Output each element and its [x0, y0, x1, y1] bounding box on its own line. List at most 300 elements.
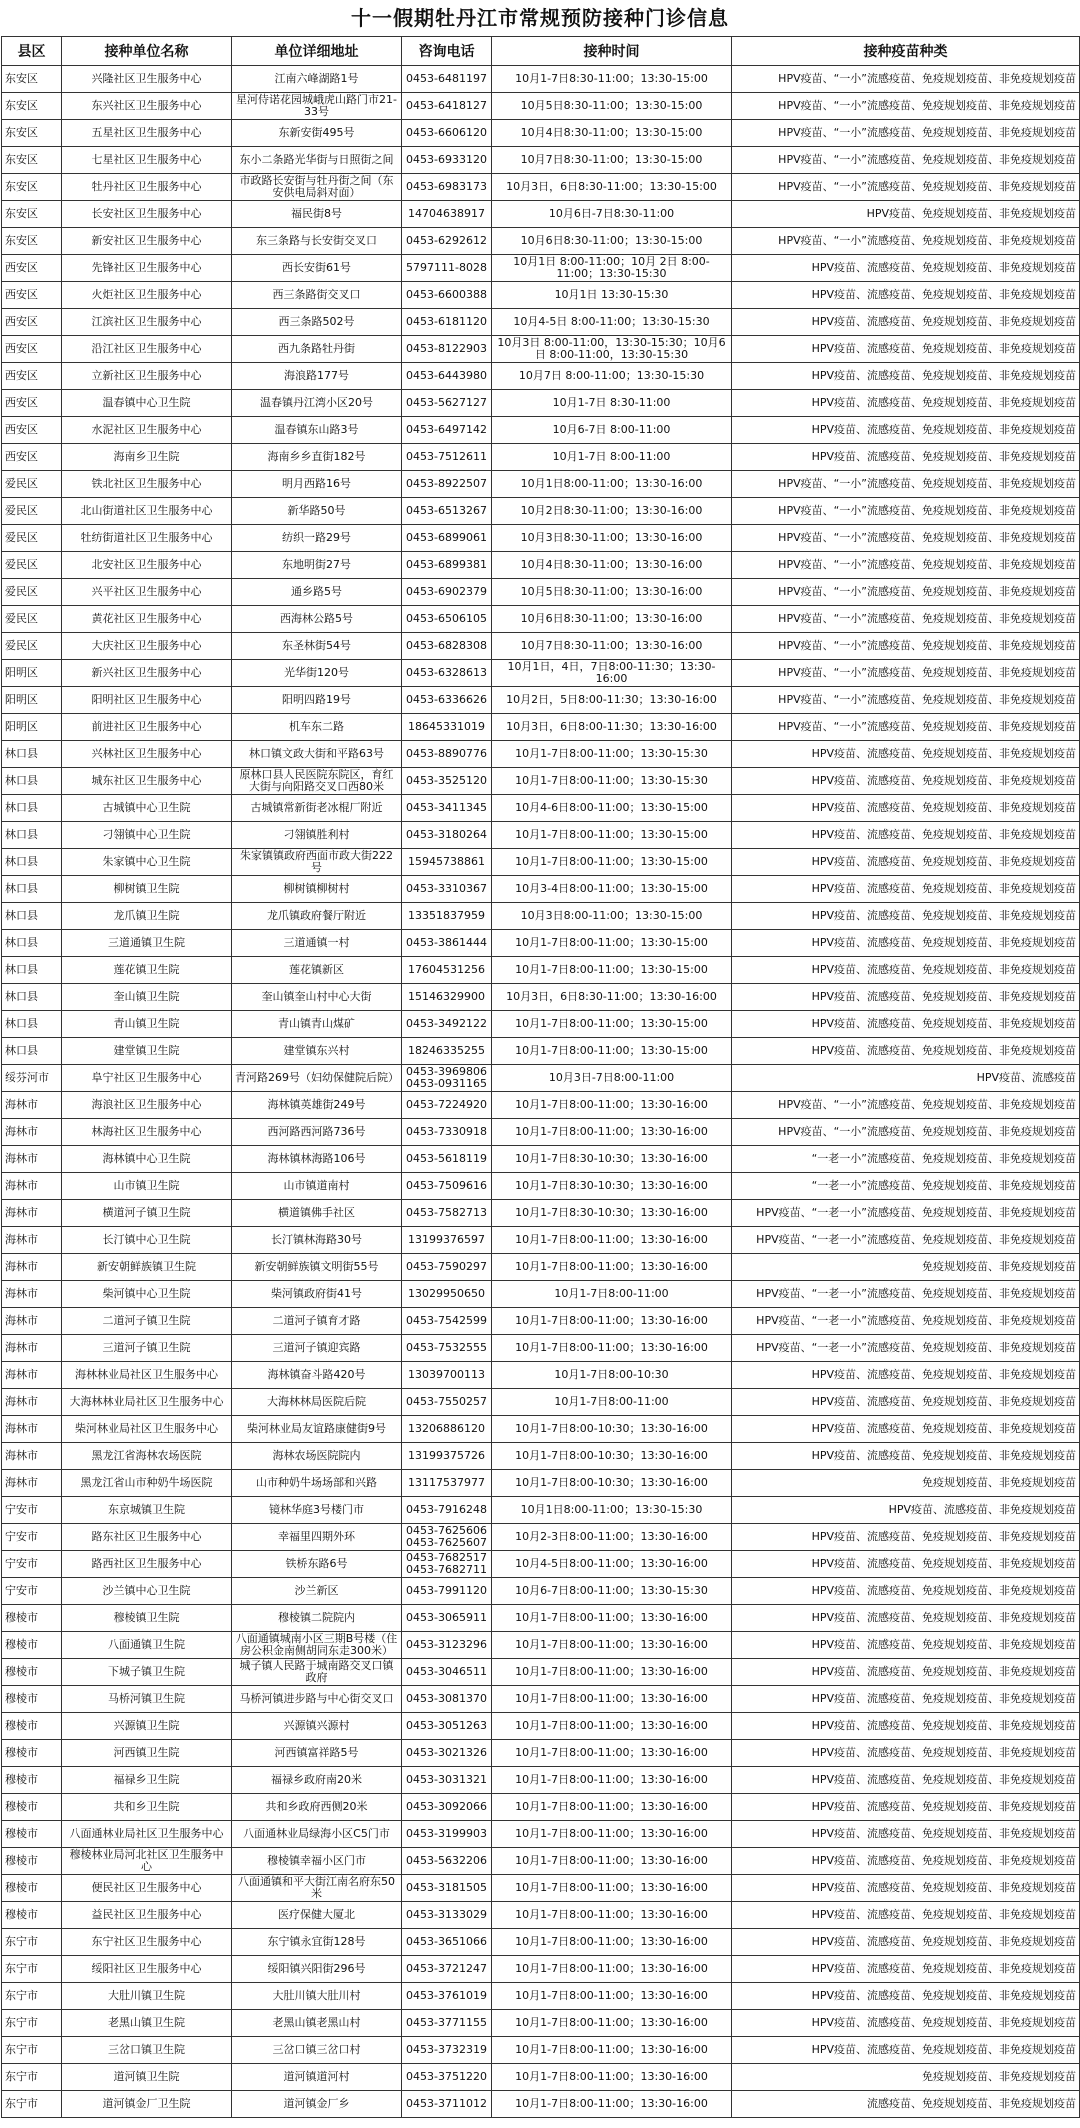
cell-county: 东宁市 — [2, 2010, 62, 2037]
cell-unit-name: 路西社区卫生服务中心 — [62, 1551, 232, 1578]
cell-county: 海林市 — [2, 1227, 62, 1254]
cell-address: 柳树镇柳树村 — [232, 876, 402, 903]
cell-unit-name: 水泥社区卫生服务中心 — [62, 417, 232, 444]
cell-time: 10月3日，6日8:00-11:30；13:30-16:00 — [492, 714, 732, 741]
cell-unit-name: 海林林业局社区卫生服务中心 — [62, 1362, 232, 1389]
cell-phone: 0453-7991120 — [402, 1578, 492, 1605]
cell-address: 建堂镇东兴村 — [232, 1038, 402, 1065]
table-row — [2, 930, 1080, 957]
cell-address: 道河镇金厂乡 — [232, 2091, 402, 2118]
cell-phone: 0453-6902379 — [402, 579, 492, 606]
cell-unit-name: 老黑山镇卫生院 — [62, 2010, 232, 2037]
cell-address: 共和乡政府西侧20米 — [232, 1794, 402, 1821]
table-row — [2, 363, 1080, 390]
cell-unit-name: 福禄乡卫生院 — [62, 1767, 232, 1794]
cell-phone: 0453-6513267 — [402, 498, 492, 525]
cell-unit-name: 兴隆社区卫生服务中心 — [62, 66, 232, 93]
table-row — [2, 633, 1080, 660]
cell-county: 宁安市 — [2, 1497, 62, 1524]
cell-county: 绥芬河市 — [2, 1065, 62, 1092]
table-row — [2, 1632, 1080, 1659]
cell-address: 福禄乡政府南20米 — [232, 1767, 402, 1794]
table-row — [2, 822, 1080, 849]
cell-time: 10月1-7日8:00-10:30 — [492, 1362, 732, 1389]
cell-vaccine-types: “一老一小”流感疫苗、免疫规划疫苗、非免疫规划疫苗 — [732, 1173, 1080, 1200]
header-time: 接种时间 — [492, 37, 732, 66]
cell-phone: 0453-5627127 — [402, 390, 492, 417]
cell-phone: 0453-3065911 — [402, 1605, 492, 1632]
cell-time: 10月1-7日8:00-11:00；13:30-16:00 — [492, 1119, 732, 1146]
cell-vaccine-types: HPV疫苗、流感疫苗、免疫规划疫苗、非免疫规划疫苗 — [732, 822, 1080, 849]
cell-phone: 0453-6899381 — [402, 552, 492, 579]
cell-time: 10月1-7日8:00-11:00 — [492, 1389, 732, 1416]
table-row — [2, 1308, 1080, 1335]
table-row — [2, 1740, 1080, 1767]
cell-address: 新安朝鲜族镇文明街55号 — [232, 1254, 402, 1281]
cell-address: 刁翎镇胜利村 — [232, 822, 402, 849]
cell-address: 海林农场医院院内 — [232, 1443, 402, 1470]
cell-time: 10月1-7日8:00-11:00；13:30-16:00 — [492, 1659, 732, 1686]
cell-address: 三岔口镇三岔口村 — [232, 2037, 402, 2064]
cell-address: 温春镇丹江湾小区20号 — [232, 390, 402, 417]
cell-vaccine-types: HPV疫苗、“一老一小”流感疫苗、免疫规划疫苗、非免疫规划疫苗 — [732, 1308, 1080, 1335]
cell-phone: 14704638917 — [402, 201, 492, 228]
cell-phone: 13117537977 — [402, 1470, 492, 1497]
cell-phone: 0453-7682517 0453-7682711 — [402, 1551, 492, 1578]
table-row — [2, 66, 1080, 93]
cell-address: 纺织一路29号 — [232, 525, 402, 552]
table-row — [2, 1767, 1080, 1794]
cell-unit-name: 下城子镇卫生院 — [62, 1659, 232, 1686]
cell-county: 东宁市 — [2, 1929, 62, 1956]
header-address: 单位详细地址 — [232, 37, 402, 66]
cell-vaccine-types: HPV疫苗、流感疫苗、免疫规划疫苗、非免疫规划疫苗 — [732, 1794, 1080, 1821]
cell-time: 10月7日8:30-11:00；13:30-15:00 — [492, 147, 732, 174]
cell-time: 10月1-7日8:30-10:30；13:30-16:00 — [492, 1146, 732, 1173]
cell-time: 10月4-5日 8:00-11:00；13:30-15:30 — [492, 309, 732, 336]
cell-address: 海浪路177号 — [232, 363, 402, 390]
cell-unit-name: 朱家镇中心卫生院 — [62, 849, 232, 876]
cell-unit-name: 马桥河镇卫生院 — [62, 1686, 232, 1713]
cell-address: 明月西路16号 — [232, 471, 402, 498]
table-row — [2, 1227, 1080, 1254]
cell-time: 10月1-7日8:00-11:00；13:30-16:00 — [492, 1605, 732, 1632]
table-row — [2, 1821, 1080, 1848]
cell-unit-name: 长汀镇中心卫生院 — [62, 1227, 232, 1254]
cell-phone: 0453-5618119 — [402, 1146, 492, 1173]
cell-address: 林口镇文政大街和平路63号 — [232, 741, 402, 768]
cell-vaccine-types: HPV疫苗、“一老一小”流感疫苗、免疫规划疫苗、非免疫规划疫苗 — [732, 1335, 1080, 1362]
cell-unit-name: 益民社区卫生服务中心 — [62, 1902, 232, 1929]
cell-address: 横道镇佛手社区 — [232, 1200, 402, 1227]
cell-address: 福民街8号 — [232, 201, 402, 228]
cell-address: 西海林公路5号 — [232, 606, 402, 633]
cell-time: 10月1-7日8:00-11:00；13:30-16:00 — [492, 1767, 732, 1794]
cell-address: 八面通镇和平大街江南名府东50米 — [232, 1875, 402, 1902]
cell-vaccine-types: HPV疫苗、流感疫苗、免疫规划疫苗、非免疫规划疫苗 — [732, 876, 1080, 903]
cell-unit-name: 五星社区卫生服务中心 — [62, 120, 232, 147]
cell-address: 古城镇常新街老冰棍厂附近 — [232, 795, 402, 822]
cell-vaccine-types: HPV疫苗、“一小”流感疫苗、免疫规划疫苗、非免疫规划疫苗 — [732, 93, 1080, 120]
cell-unit-name: 牡丹社区卫生服务中心 — [62, 174, 232, 201]
cell-vaccine-types: HPV疫苗、“一小”流感疫苗、免疫规划疫苗、非免疫规划疫苗 — [732, 120, 1080, 147]
cell-unit-name: 海南乡卫生院 — [62, 444, 232, 471]
cell-time: 10月6日8:30-11:00；13:30-15:00 — [492, 228, 732, 255]
table-row — [2, 1470, 1080, 1497]
cell-address: 道河镇道河村 — [232, 2064, 402, 2091]
cell-phone: 0453-6443980 — [402, 363, 492, 390]
cell-phone: 0453-7512611 — [402, 444, 492, 471]
cell-vaccine-types: HPV疫苗、流感疫苗 — [732, 1065, 1080, 1092]
cell-phone: 0453-3021326 — [402, 1740, 492, 1767]
table-row — [2, 120, 1080, 147]
cell-time: 10月1-7日8:00-11:00；13:30-16:00 — [492, 1983, 732, 2010]
cell-vaccine-types: HPV疫苗、流感疫苗、免疫规划疫苗、非免疫规划疫苗 — [732, 1389, 1080, 1416]
cell-vaccine-types: HPV疫苗、流感疫苗、免疫规划疫苗、非免疫规划疫苗 — [732, 1632, 1080, 1659]
cell-county: 西安区 — [2, 282, 62, 309]
cell-vaccine-types: HPV疫苗、“一小”流感疫苗、免疫规划疫苗、非免疫规划疫苗 — [732, 66, 1080, 93]
cell-phone: 0453-3123296 — [402, 1632, 492, 1659]
cell-vaccine-types: 流感疫苗、免疫规划疫苗、非免疫规划疫苗 — [732, 2091, 1080, 2118]
table-row — [2, 1713, 1080, 1740]
cell-unit-name: 穆棱镇卫生院 — [62, 1605, 232, 1632]
cell-time: 10月1-7日8:00-11:00；13:30-16:00 — [492, 1713, 732, 1740]
cell-county: 宁安市 — [2, 1524, 62, 1551]
cell-unit-name: 刁翎镇中心卫生院 — [62, 822, 232, 849]
cell-address: 机车东二路 — [232, 714, 402, 741]
cell-phone: 0453-3861444 — [402, 930, 492, 957]
cell-time: 10月1-7日8:30-10:30；13:30-16:00 — [492, 1173, 732, 1200]
cell-time: 10月1-7日8:00-10:30；13:30-16:00 — [492, 1443, 732, 1470]
cell-address: 绥阳镇兴阳街296号 — [232, 1956, 402, 1983]
cell-unit-name: 横道河子镇卫生院 — [62, 1200, 232, 1227]
table-header — [2, 37, 1080, 66]
cell-address: 山市种奶牛场场部和兴路 — [232, 1470, 402, 1497]
cell-county: 阳明区 — [2, 714, 62, 741]
cell-vaccine-types: HPV疫苗、流感疫苗、免疫规划疫苗、非免疫规划疫苗 — [732, 1686, 1080, 1713]
cell-county: 西安区 — [2, 255, 62, 282]
cell-county: 林口县 — [2, 1011, 62, 1038]
cell-address: 大肚川镇大肚川村 — [232, 1983, 402, 2010]
cell-county: 穆棱市 — [2, 1902, 62, 1929]
cell-address: 穆棱镇二院院内 — [232, 1605, 402, 1632]
table-row — [2, 498, 1080, 525]
cell-vaccine-types: HPV疫苗、免疫规划疫苗、非免疫规划疫苗 — [732, 201, 1080, 228]
cell-unit-name: 大肚川镇卫生院 — [62, 1983, 232, 2010]
cell-vaccine-types: HPV疫苗、流感疫苗、免疫规划疫苗、非免疫规划疫苗 — [732, 1740, 1080, 1767]
cell-unit-name: 海林镇中心卫生院 — [62, 1146, 232, 1173]
cell-county: 海林市 — [2, 1362, 62, 1389]
cell-vaccine-types: HPV疫苗、流感疫苗、免疫规划疫苗、非免疫规划疫苗 — [732, 1659, 1080, 1686]
cell-county: 海林市 — [2, 1092, 62, 1119]
cell-phone: 0453-3771155 — [402, 2010, 492, 2037]
cell-phone: 0453-3051263 — [402, 1713, 492, 1740]
cell-county: 阳明区 — [2, 687, 62, 714]
cell-county: 东安区 — [2, 66, 62, 93]
cell-address: 铁桥东路6号 — [232, 1551, 402, 1578]
cell-time: 10月1-7日8:00-11:00；13:30-15:30 — [492, 741, 732, 768]
cell-unit-name: 大海林林业局社区卫生服务中心 — [62, 1389, 232, 1416]
cell-phone: 0453-3751220 — [402, 2064, 492, 2091]
cell-phone: 0453-8122903 — [402, 336, 492, 363]
cell-county: 东安区 — [2, 174, 62, 201]
cell-vaccine-types: HPV疫苗、流感疫苗、免疫规划疫苗、非免疫规划疫苗 — [732, 2010, 1080, 2037]
cell-address: 西三条路街交叉口 — [232, 282, 402, 309]
cell-county: 海林市 — [2, 1416, 62, 1443]
table-row — [2, 1524, 1080, 1551]
cell-address: 八面通镇城南小区三期B号楼（住房公积金南侧胡同东走300米） — [232, 1632, 402, 1659]
cell-vaccine-types: HPV疫苗、流感疫苗、免疫规划疫苗、非免疫规划疫苗 — [732, 282, 1080, 309]
cell-vaccine-types: HPV疫苗、“一小”流感疫苗、免疫规划疫苗、非免疫规划疫苗 — [732, 147, 1080, 174]
cell-address: 阳明四路19号 — [232, 687, 402, 714]
cell-address: 西九条路牡丹街 — [232, 336, 402, 363]
cell-county: 穆棱市 — [2, 1848, 62, 1875]
cell-vaccine-types: HPV疫苗、流感疫苗、免疫规划疫苗、非免疫规划疫苗 — [732, 1011, 1080, 1038]
cell-address: 江南六峰湖路1号 — [232, 66, 402, 93]
header-phone: 咨询电话 — [402, 37, 492, 66]
cell-vaccine-types: HPV疫苗、流感疫苗、免疫规划疫苗、非免疫规划疫苗 — [732, 1038, 1080, 1065]
cell-vaccine-types: HPV疫苗、“一小”流感疫苗、免疫规划疫苗、非免疫规划疫苗 — [732, 714, 1080, 741]
table-row — [2, 768, 1080, 795]
cell-time: 10月5日8:30-11:00；13:30-16:00 — [492, 579, 732, 606]
cell-phone: 0453-6497142 — [402, 417, 492, 444]
cell-time: 10月6-7日 8:00-11:00 — [492, 417, 732, 444]
cell-county: 穆棱市 — [2, 1659, 62, 1686]
cell-time: 10月1-7日8:00-11:00；13:30-16:00 — [492, 1686, 732, 1713]
cell-address: 三道通镇一村 — [232, 930, 402, 957]
cell-vaccine-types: HPV疫苗、流感疫苗、免疫规划疫苗、非免疫规划疫苗 — [732, 1956, 1080, 1983]
cell-phone: 0453-3092066 — [402, 1794, 492, 1821]
cell-county: 林口县 — [2, 984, 62, 1011]
document-title: 十一假期牡丹江市常规预防接种门诊信息 — [351, 6, 729, 30]
table-row — [2, 1389, 1080, 1416]
cell-county: 西安区 — [2, 336, 62, 363]
cell-unit-name: 穆棱林业局河北社区卫生服务中心 — [62, 1848, 232, 1875]
cell-phone: 0453-7590297 — [402, 1254, 492, 1281]
cell-time: 10月5日8:30-11:00；13:30-15:00 — [492, 93, 732, 120]
cell-county: 林口县 — [2, 876, 62, 903]
header-vaccine-types: 接种疫苗种类 — [732, 37, 1080, 66]
cell-unit-name: 阜宁社区卫生服务中心 — [62, 1065, 232, 1092]
table-row — [2, 1605, 1080, 1632]
cell-county: 爱民区 — [2, 498, 62, 525]
cell-unit-name: 沿江社区卫生服务中心 — [62, 336, 232, 363]
cell-unit-name: 新安朝鲜族镇卫生院 — [62, 1254, 232, 1281]
cell-address: 东圣林街54号 — [232, 633, 402, 660]
cell-address: 穆棱镇幸福小区门市 — [232, 1848, 402, 1875]
cell-unit-name: 东兴社区卫生服务中心 — [62, 93, 232, 120]
cell-county: 海林市 — [2, 1254, 62, 1281]
cell-address: 青河路269号（妇幼保健院后院） — [232, 1065, 402, 1092]
cell-vaccine-types: “一老一小”流感疫苗、免疫规划疫苗、非免疫规划疫苗 — [732, 1146, 1080, 1173]
cell-phone: 0453-6933120 — [402, 147, 492, 174]
table-row — [2, 876, 1080, 903]
cell-vaccine-types: HPV疫苗、流感疫苗、免疫规划疫苗、非免疫规划疫苗 — [732, 1443, 1080, 1470]
cell-phone: 15146329900 — [402, 984, 492, 1011]
cell-vaccine-types: HPV疫苗、流感疫苗、免疫规划疫苗、非免疫规划疫苗 — [732, 1767, 1080, 1794]
cell-phone: 0453-7550257 — [402, 1389, 492, 1416]
cell-vaccine-types: HPV疫苗、流感疫苗、免疫规划疫苗、非免疫规划疫苗 — [732, 444, 1080, 471]
cell-address: 柴河镇政府街41号 — [232, 1281, 402, 1308]
cell-time: 10月1-7日8:30-11:00；13:30-15:00 — [492, 66, 732, 93]
table-row — [2, 1848, 1080, 1875]
cell-phone: 0453-6983173 — [402, 174, 492, 201]
cell-vaccine-types: HPV疫苗、流感疫苗、免疫规划疫苗、非免疫规划疫苗 — [732, 1362, 1080, 1389]
cell-vaccine-types: HPV疫苗、“一小”流感疫苗、免疫规划疫苗、非免疫规划疫苗 — [732, 498, 1080, 525]
cell-address: 朱家镇镇政府西面市政大街222号 — [232, 849, 402, 876]
cell-phone: 13029950650 — [402, 1281, 492, 1308]
cell-unit-name: 八面通林业局社区卫生服务中心 — [62, 1821, 232, 1848]
cell-vaccine-types: HPV疫苗、“一小”流感疫苗、免疫规划疫苗、非免疫规划疫苗 — [732, 552, 1080, 579]
cell-vaccine-types: HPV疫苗、“一老一小”流感疫苗、免疫规划疫苗、非免疫规划疫苗 — [732, 1227, 1080, 1254]
clinic-table — [1, 36, 1080, 2118]
cell-phone: 0453-3081370 — [402, 1686, 492, 1713]
cell-phone: 0453-7582713 — [402, 1200, 492, 1227]
cell-county: 爱民区 — [2, 606, 62, 633]
table-row — [2, 282, 1080, 309]
cell-county: 林口县 — [2, 795, 62, 822]
cell-county: 宁安市 — [2, 1578, 62, 1605]
cell-county: 林口县 — [2, 957, 62, 984]
cell-unit-name: 河西镇卫生院 — [62, 1740, 232, 1767]
cell-vaccine-types: HPV疫苗、流感疫苗、免疫规划疫苗、非免疫规划疫苗 — [732, 255, 1080, 282]
cell-vaccine-types: 免疫规划疫苗、非免疫规划疫苗 — [732, 2064, 1080, 2091]
cell-vaccine-types: HPV疫苗、流感疫苗、免疫规划疫苗、非免疫规划疫苗 — [732, 1524, 1080, 1551]
cell-time: 10月1日 13:30-15:30 — [492, 282, 732, 309]
cell-vaccine-types: HPV疫苗、流感疫苗、免疫规划疫苗、非免疫规划疫苗 — [732, 390, 1080, 417]
table-row — [2, 606, 1080, 633]
cell-phone: 0453-8890776 — [402, 741, 492, 768]
cell-county: 东宁市 — [2, 2037, 62, 2064]
cell-phone: 0453-6828308 — [402, 633, 492, 660]
cell-phone: 0453-3181505 — [402, 1875, 492, 1902]
cell-address: 原林口县人民医院东院区，育红大街与向阳路交叉口西80米 — [232, 768, 402, 795]
cell-phone: 0453-6600388 — [402, 282, 492, 309]
table-row — [2, 1497, 1080, 1524]
cell-vaccine-types: HPV疫苗、流感疫苗、免疫规划疫苗、非免疫规划疫苗 — [732, 1902, 1080, 1929]
cell-time: 10月1-7日8:30-10:30；13:30-16:00 — [492, 1200, 732, 1227]
cell-county: 爱民区 — [2, 552, 62, 579]
table-row — [2, 1578, 1080, 1605]
cell-unit-name: 兴源镇卫生院 — [62, 1713, 232, 1740]
cell-phone: 0453-7224920 — [402, 1092, 492, 1119]
cell-county: 西安区 — [2, 390, 62, 417]
cell-phone: 0453-7330918 — [402, 1119, 492, 1146]
cell-county: 海林市 — [2, 1119, 62, 1146]
table-row — [2, 1011, 1080, 1038]
cell-unit-name: 牡纺街道社区卫生服务中心 — [62, 525, 232, 552]
cell-time: 10月6日-7日8:30-11:00 — [492, 201, 732, 228]
cell-vaccine-types: HPV疫苗、“一老一小”流感疫苗、免疫规划疫苗、非免疫规划疫苗 — [732, 1281, 1080, 1308]
cell-vaccine-types: HPV疫苗、流感疫苗、免疫规划疫苗、非免疫规划疫苗 — [732, 1605, 1080, 1632]
cell-address: 海林镇英雄街249号 — [232, 1092, 402, 1119]
cell-address: 东小二条路光华街与日照街之间 — [232, 147, 402, 174]
cell-address: 沙兰新区 — [232, 1578, 402, 1605]
cell-county: 穆棱市 — [2, 1713, 62, 1740]
cell-phone: 0453-5632206 — [402, 1848, 492, 1875]
cell-phone: 0453-6328613 — [402, 660, 492, 687]
cell-address: 马桥河镇进步路与中心街交叉口 — [232, 1686, 402, 1713]
cell-unit-name: 温春镇中心卫生院 — [62, 390, 232, 417]
cell-phone: 0453-3969806 0453-0931165 — [402, 1065, 492, 1092]
cell-phone: 0453-7542599 — [402, 1308, 492, 1335]
table-row — [2, 903, 1080, 930]
cell-unit-name: 新兴社区卫生服务中心 — [62, 660, 232, 687]
table-row — [2, 417, 1080, 444]
table-row — [2, 1335, 1080, 1362]
cell-time: 10月2-3日8:00-11:00；13:30-16:00 — [492, 1524, 732, 1551]
table-row — [2, 1362, 1080, 1389]
cell-county: 穆棱市 — [2, 1767, 62, 1794]
cell-unit-name: 八面通镇卫生院 — [62, 1632, 232, 1659]
cell-county: 海林市 — [2, 1200, 62, 1227]
cell-time: 10月6日8:30-11:00；13:30-16:00 — [492, 606, 732, 633]
cell-address: 西长安街61号 — [232, 255, 402, 282]
cell-county: 林口县 — [2, 849, 62, 876]
cell-county: 东宁市 — [2, 2091, 62, 2118]
cell-unit-name: 建堂镇卫生院 — [62, 1038, 232, 1065]
cell-county: 东宁市 — [2, 1956, 62, 1983]
cell-vaccine-types: HPV疫苗、流感疫苗、免疫规划疫苗、非免疫规划疫苗 — [732, 309, 1080, 336]
table-row — [2, 984, 1080, 1011]
cell-phone: 0453-3721247 — [402, 1956, 492, 1983]
cell-time: 10月1-7日8:00-10:30；13:30-16:00 — [492, 1416, 732, 1443]
cell-county: 穆棱市 — [2, 1821, 62, 1848]
table-row — [2, 174, 1080, 201]
cell-vaccine-types: HPV疫苗、流感疫苗、免疫规划疫苗、非免疫规划疫苗 — [732, 1929, 1080, 1956]
cell-phone: 15945738861 — [402, 849, 492, 876]
cell-phone: 13351837959 — [402, 903, 492, 930]
cell-vaccine-types: HPV疫苗、“一小”流感疫苗、免疫规划疫苗、非免疫规划疫苗 — [732, 633, 1080, 660]
cell-county: 西安区 — [2, 444, 62, 471]
cell-county: 阳明区 — [2, 660, 62, 687]
cell-unit-name: 路东社区卫生服务中心 — [62, 1524, 232, 1551]
cell-vaccine-types: HPV疫苗、“一小”流感疫苗、免疫规划疫苗、非免疫规划疫苗 — [732, 606, 1080, 633]
cell-phone: 0453-3180264 — [402, 822, 492, 849]
cell-county: 西安区 — [2, 309, 62, 336]
cell-county: 东安区 — [2, 147, 62, 174]
cell-county: 东安区 — [2, 228, 62, 255]
cell-county: 东安区 — [2, 93, 62, 120]
cell-unit-name: 兴平社区卫生服务中心 — [62, 579, 232, 606]
cell-vaccine-types: HPV疫苗、“一小”流感疫苗、免疫规划疫苗、非免疫规划疫苗 — [732, 1119, 1080, 1146]
table-row — [2, 1200, 1080, 1227]
cell-unit-name: 火炬社区卫生服务中心 — [62, 282, 232, 309]
cell-vaccine-types: HPV疫苗、“一老一小”流感疫苗、免疫规划疫苗、非免疫规划疫苗 — [732, 1200, 1080, 1227]
cell-county: 穆棱市 — [2, 1740, 62, 1767]
cell-county: 海林市 — [2, 1146, 62, 1173]
cell-unit-name: 便民社区卫生服务中心 — [62, 1875, 232, 1902]
cell-county: 东宁市 — [2, 2064, 62, 2091]
table-row — [2, 552, 1080, 579]
table-row — [2, 2010, 1080, 2037]
cell-address: 城子镇人民路于城南路交叉口镇政府 — [232, 1659, 402, 1686]
cell-time: 10月1-7日8:00-11:00；13:30-15:30 — [492, 768, 732, 795]
cell-vaccine-types: HPV疫苗、流感疫苗、免疫规划疫苗、非免疫规划疫苗 — [732, 984, 1080, 1011]
cell-phone: 17604531256 — [402, 957, 492, 984]
table-row — [2, 741, 1080, 768]
cell-county: 林口县 — [2, 930, 62, 957]
cell-address: 西三条路502号 — [232, 309, 402, 336]
cell-address: 二道河子镇育才路 — [232, 1308, 402, 1335]
cell-time: 10月1-7日8:00-11:00；13:30-16:00 — [492, 2037, 732, 2064]
cell-time: 10月1-7日8:00-11:00 — [492, 1281, 732, 1308]
cell-vaccine-types: HPV疫苗、流感疫苗、免疫规划疫苗、非免疫规划疫苗 — [732, 417, 1080, 444]
cell-time: 10月1-7日8:00-11:00；13:30-16:00 — [492, 2064, 732, 2091]
header-unit-name: 接种单位名称 — [62, 37, 232, 66]
cell-time: 10月4-6日8:00-11:00；13:30-15:00 — [492, 795, 732, 822]
table-row — [2, 1929, 1080, 1956]
